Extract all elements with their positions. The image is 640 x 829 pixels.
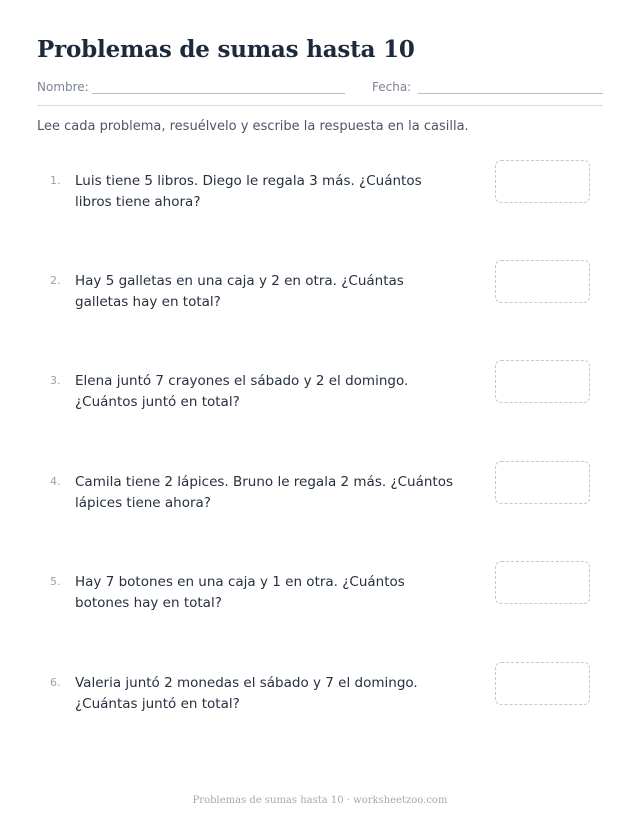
name-label: Nombre: (37, 80, 89, 94)
answer-box[interactable] (495, 260, 590, 303)
problem-number: 5. (50, 575, 61, 588)
answer-box[interactable] (495, 360, 590, 403)
page-footer: Problemas de sumas hasta 10 · worksheetzoo.com (192, 795, 448, 806)
page-title: Problemas de sumas hasta 10 (37, 36, 415, 63)
answer-box[interactable] (495, 561, 590, 604)
problem-text: Valeria juntó 2 monedas el sábado y 7 el domingo. ¿Cuántas juntó en total? (75, 675, 418, 712)
problem-number: 2. (50, 274, 61, 287)
problem-text: Elena juntó 7 crayones el sábado y 2 el domingo. ¿Cuántos juntó en total? (75, 373, 409, 410)
header-divider (37, 105, 603, 106)
problem-item (37, 271, 603, 321)
problem-item (37, 572, 603, 622)
problem-text: Luis tiene 5 libros. Diego le regala 3 más. ¿Cuántos libros tiene ahora? (75, 173, 422, 210)
problem-item (37, 673, 603, 723)
problem-number: 6. (50, 676, 61, 689)
name-field-line[interactable] (92, 93, 345, 94)
name-date-row (37, 80, 603, 100)
problem-number: 1. (50, 174, 61, 187)
problem-text: Hay 7 botones en una caja y 1 en otra. ¿Cuántos botones hay en total? (75, 574, 405, 611)
problem-text: Camila tiene 2 lápices. Bruno le regala 2 más. ¿Cuántos lápices tiene ahora? (75, 474, 454, 511)
answer-box[interactable] (495, 160, 590, 203)
date-label: Fecha: (372, 80, 412, 94)
answer-box[interactable] (495, 662, 590, 705)
problem-item (37, 472, 603, 522)
problem-item (37, 171, 603, 221)
problem-item (37, 371, 603, 421)
instructions: Lee cada problema, resuélvelo y escribe la respuesta en la casilla. (37, 119, 469, 134)
date-field-line[interactable] (418, 93, 603, 94)
problem-number: 4. (50, 475, 61, 488)
answer-box[interactable] (495, 461, 590, 504)
problem-text: Hay 5 galletas en una caja y 2 en otra. ¿Cuántas galletas hay en total? (75, 273, 404, 310)
problem-number: 3. (50, 374, 61, 387)
